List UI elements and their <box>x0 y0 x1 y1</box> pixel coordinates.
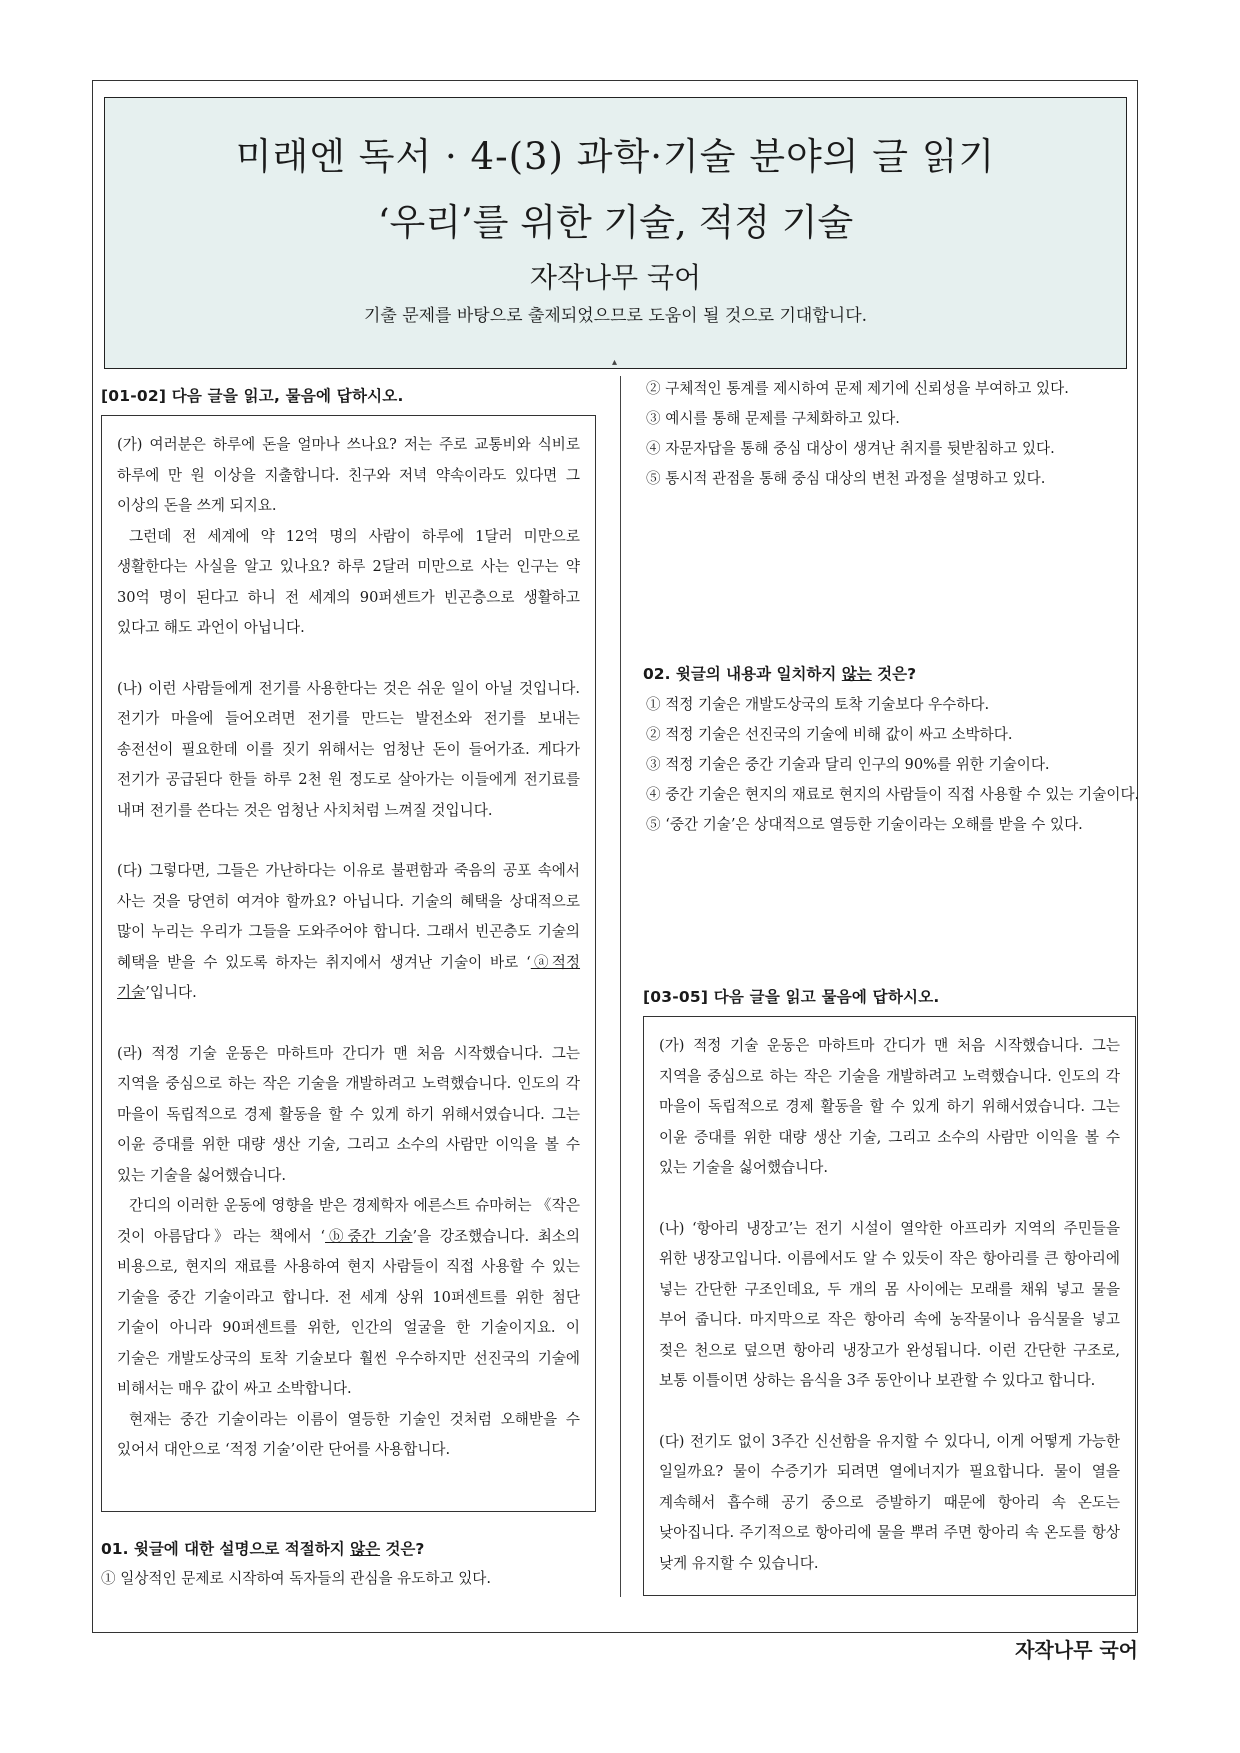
page-title: 미래엔 독서 · 4-(3) 과학·기술 분야의 글 읽기 <box>235 135 996 178</box>
passage1-da: (다) 그렇다면, 그들은 가난하다는 이유로 불편함과 죽음의 공포 속에서 사는 것을 당연히 여겨야 할까요? 아닙니다. 기술의 혜택을 상대적으로 많이 누리는 우리가 그들을 도와주어야 합니다. 그래서 빈곤층도 기술의 혜택을 받을 수 있도록 하자는 취지에서 생겨난 기술이 바로 ‘ⓐ적정 기술’입니다. <box>117 862 581 1001</box>
small-dot-mark: ▴ <box>612 357 618 368</box>
header-brand: 자작나무 국어 <box>529 261 702 294</box>
question-01-heading: 01. 윗글에 대한 설명으로 적절하지 않은 것은? <box>101 1540 425 1558</box>
q01-option-5[interactable]: ⑤ 통시적 관점을 통해 중심 대상의 변천 과정을 설명하고 있다. <box>646 470 1046 487</box>
q01-option-4[interactable]: ④ 자문자답을 통해 중심 대상이 생겨난 취지를 뒷받침하고 있다. <box>646 440 1055 457</box>
q02-option-5[interactable]: ⑤ ‘중간 기술’은 상대적으로 열등한 기술이라는 오해를 받을 수 있다. <box>646 816 1083 833</box>
q01-option-1[interactable]: ① 일상적인 문제로 시작하여 독자들의 관심을 유도하고 있다. <box>101 1570 492 1587</box>
header-box <box>104 97 1127 369</box>
q01-option-3[interactable]: ③ 예시를 통해 문제를 구체화하고 있다. <box>646 410 900 427</box>
passage1-ga-2: 그런데 전 세계에 약 12억 명의 사람이 하루에 1달러 미만으로 생활한다는 사실을 알고 있나요? 하루 2달러 미만으로 사는 인구는 약 30억 명이 된다고 하니 전 세계의 90퍼센트가 빈곤층으로 생활하고 있다고 해도 과언이 아닙니다. <box>117 527 580 636</box>
q02-option-3[interactable]: ③ 적정 기술은 중간 기술과 달리 인구의 90%를 위한 기술이다. <box>646 756 1050 773</box>
passage1-ra-3: 현재는 중간 기술이라는 이름이 열등한 기술인 것처럼 오해받을 수 있어서 대안으로 ‘적정 기술’이란 단어를 사용합니다. <box>117 1410 580 1458</box>
passage1-na: (나) 이런 사람들에게 전기를 사용한다는 것은 쉬운 일이 아닐 것입니다. 전기가 마을에 들어오려면 전기를 만드는 발전소와 전기를 보내는 송전선이 필요한데 이를 짓기 위해서는 엄청난 돈이 들어가죠. 게다가 전기가 공급된다 한들 하루 2천 원 정도로 살아가는 이들에게 전기료를 내며 전기를 쓴다는 것은 엄청난 사치처럼 느껴질 것입니다. <box>117 679 580 819</box>
section1-heading: [01-02] 다음 글을 읽고, 물음에 답하시오. <box>101 387 404 405</box>
passage1-ra-1: (라) 적정 기술 운동은 마하트마 간디가 맨 처음 시작했습니다. 그는 지역을 중심으로 하는 작은 기술을 개발하려고 노력했습니다. 인도의 각 마을이 독립적으로 경제 활동을 할 수 있게 하기 위해서였습니다. 그는 이윤 증대를 위한 대량 생산 기술, 그리고 소수의 사람만 이익을 볼 수 있는 기술을 싫어했습니다. <box>117 1044 580 1184</box>
q01-option-2[interactable]: ② 구체적인 통계를 제시하여 문제 제기에 신뢰성을 부여하고 있다. <box>646 380 1069 397</box>
section2-heading: [03-05] 다음 글을 읽고 물음에 답하시오. <box>643 988 940 1006</box>
column-divider <box>620 376 621 1597</box>
term-a-appropriate-tech: ⓐ적정 기술 <box>117 953 581 1001</box>
term-b-intermediate-tech: ⓑ중간 기술 <box>325 1227 413 1245</box>
q02-option-4[interactable]: ④ 중간 기술은 현지의 재료로 현지의 사람들이 직접 사용할 수 있는 기술이다. <box>646 786 1140 803</box>
passage-box-2 <box>643 1016 1136 1596</box>
question-02-heading: 02. 윗글의 내용과 일치하지 않는 것은? <box>643 665 917 683</box>
passage2-na: (나) ‘항아리 냉장고’는 전기 시설이 열악한 아프리카 지역의 주민들을 위한 냉장고입니다. 이름에서도 알 수 있듯이 작은 항아리를 큰 항아리에 넣는 간단한 구조인데요, 두 개의 몸 사이에는 모래를 채워 넣고 물을 부어 줍니다. 마지막으로 작은 항아리 속에 농작물이나 음식물을 넣고 젖은 천으로 덮으면 항아리 냉장고가 완성됩니다. 이런 간단한 구조로, 보통 이틀이면 상하는 음식을 3주 동안이나 보관할 수 있다고 합니다. <box>659 1219 1120 1389</box>
q02-option-1[interactable]: ① 적정 기술은 개발도상국의 토착 기술보다 우수하다. <box>646 696 990 713</box>
passage1-ga-1: (가) 여러분은 하루에 돈을 얼마나 쓰나요? 저는 주로 교통비와 식비로 하루에 만 원 이상을 지출합니다. 친구와 저녁 약속이라도 있다면 그 이상의 돈을 쓰게 되지요. <box>117 436 580 514</box>
passage-box-1 <box>101 415 596 1512</box>
passage1-ra-2: 간디의 이러한 운동에 영향을 받은 경제학자 에른스트 슈마허는 《작은 것이 아름답다》라는 책에서 ‘ⓑ중간 기술’을 강조했습니다. 최소의 비용으로, 현지의 재료를 사용하여 현지 사람들이 직접 사용할 수 있는 기술을 중간 기술이라고 합니다. 전 세계 상위 10퍼센트를 위한 첨단 기술이 아니라 90퍼센트를 위한, 인간의 얼굴을 한 기술이지요. 이 기술은 개발도상국의 토착 기술보다 훨씬 우수하지만 선진국의 기술에 비해서는 매우 값이 싸고 소박합니다. <box>117 1197 580 1397</box>
header-note: 기출 문제를 바탕으로 출제되었으므로 도움이 될 것으로 기대합니다. <box>363 306 868 326</box>
footer-brand: 자작나무 국어 <box>1015 1638 1138 1662</box>
page-subtitle: ‘우리’를 위한 기술, 적정 기술 <box>377 201 854 244</box>
passage2-da: (다) 전기도 없이 3주간 신선함을 유지할 수 있다니, 이게 어떻게 가능한 일일까요? 물이 수증기가 되려면 열에너지가 필요합니다. 물이 열을 계속해서 흡수해 공기 중으로 증발하기 때문에 항아리 속 온도는 낮아집니다. 주기적으로 항아리에 물을 뿌려 주면 항아리 속 온도를 항상 낮게 유지할 수 있습니다. <box>659 1432 1120 1572</box>
passage2-ga: (가) 적정 기술 운동은 마하트마 간디가 맨 처음 시작했습니다. 그는 지역을 중심으로 하는 작은 기술을 개발하려고 노력했습니다. 인도의 각 마을이 독립적으로 경제 활동을 할 수 있게 하기 위해서였습니다. 그는 이윤 증대를 위한 대량 생산 기술, 그리고 소수의 사람만 이익을 볼 수 있는 기술을 싫어했습니다. <box>659 1037 1120 1176</box>
q02-option-2[interactable]: ② 적정 기술은 선진국의 기술에 비해 값이 싸고 소박하다. <box>646 726 1013 743</box>
